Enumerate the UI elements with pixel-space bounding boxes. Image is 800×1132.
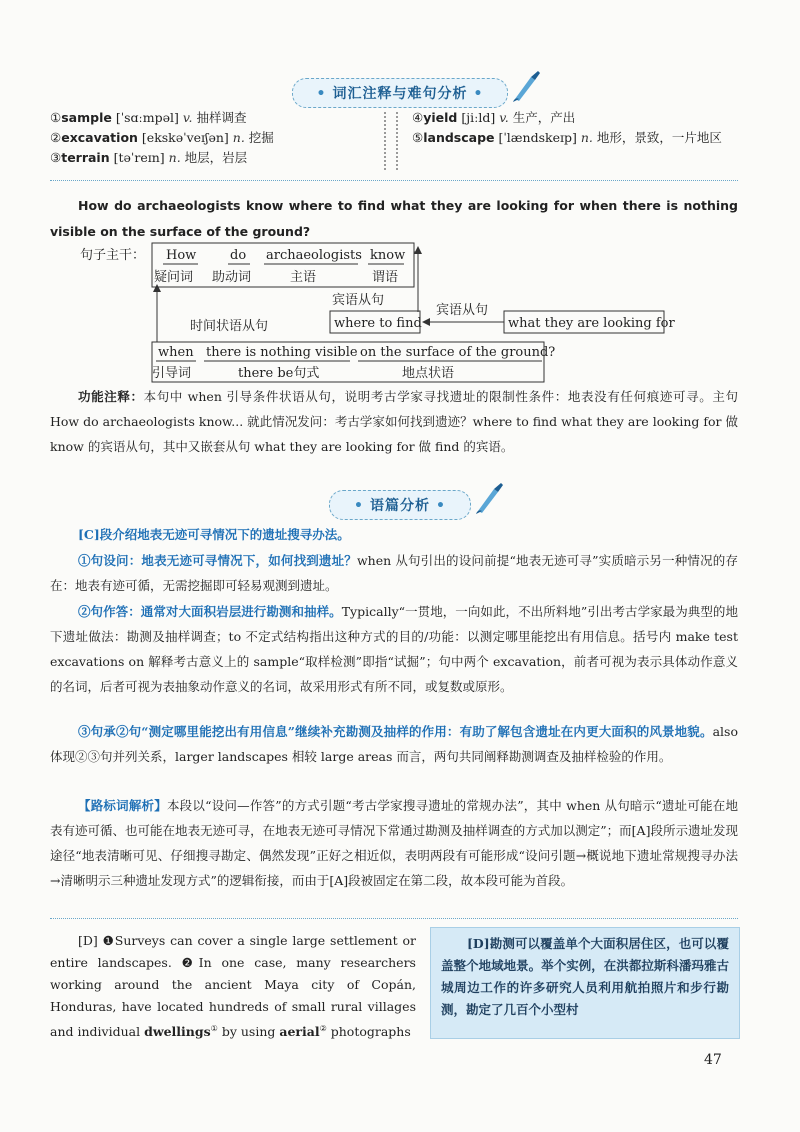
divider — [50, 918, 738, 919]
vocab-banner: • 词汇注释与难句分析 • — [0, 78, 800, 108]
phrase-what-looking-for: what they are looking for — [508, 316, 675, 331]
passage-banner-title: 语篇分析 — [370, 498, 430, 514]
english-paragraph-d: [D] ❶Surveys can cover a single large settlement or entire landscapes. ❷In one case, many researchers working around the ancient Maya city of Copán, Honduras, have located hundreds of small rural villages and individual dwellings① by using aerial② photographs — [50, 933, 416, 1040]
translation-box — [430, 927, 740, 1039]
passage-banner: • 语篇分析 • — [0, 490, 800, 520]
function-note: 功能注释：本句中 when 引导条件状语从句，说明考古学家寻找遗址的限制性条件：地表没有任何痕迹可寻。主句 How do archaeologists know... 就此情况发问：考古学家如何找到遗迹？where to find what they are looking for 做 know 的宾语从句，其中又嵌套从句 what they are looking for 做 find 的宾语。 — [50, 389, 738, 454]
word-archaeologists: archaeologists — [266, 248, 362, 263]
role-know: 谓语 — [372, 270, 399, 285]
translation-text: [D]勘测可以覆盖单个大面积居住区，也可以覆盖整个地域地景。举个实例，在洪都拉斯科潘玛雅古城周边工作的许多研究人员利用航拍照片和步行勘测，勘定了几百个小型村 — [441, 936, 729, 1017]
word-how: How — [166, 248, 197, 263]
word-know: know — [370, 248, 406, 263]
role-there-be: there be句式 — [238, 366, 320, 381]
sentence-diagram — [0, 0, 800, 390]
phrase-there-is: there is nothing visible — [206, 345, 358, 360]
sentence-3-analysis: ③句承②句“测定哪里能挖出有用信息”继续补充勘测及抽样的作用：有助了解包含遗址在内更大面积的风景地貌。also 体现②③句并列关系，larger landscapes 相较 large areas 而言，两句共同阐释勘测调查及抽样检验的作用。 — [50, 724, 738, 764]
vocab-item: ⑤landscape [ˈlændskeɪp] n. 地形，景致，一片地区 — [412, 130, 722, 145]
word-do: do — [230, 248, 247, 263]
vocab-banner-title: 词汇注释与难句分析 — [332, 86, 468, 102]
role-do: 助动词 — [212, 270, 252, 285]
analysis-sentence: How do archaeologists know where to find what they are looking for when there is nothing visible on the surface of the ground? — [50, 198, 738, 239]
main-label: 句子主干： — [80, 248, 146, 263]
vocab-item: ③terrain [təˈreɪn] n. 地层，岩层 — [50, 150, 248, 165]
phrase-surface: on the surface of the ground? — [360, 345, 556, 360]
role-archaeologists: 主语 — [290, 270, 317, 285]
road-sign-analysis: 【路标词解析】本段以“设问—作答”的方式引题“考古学家搜寻遗址的常规办法”，其中 when 从句暗示“遗址可能在地表有迹可循、也可能在地表无迹可寻，在地表无迹可寻情况下常通过勘测及抽样调查的方式加以测定”；而[A]段所示遗址发现途径“地表清晰可见、仔细搜寻勘定、偶然发现”正好之相近似，表明两段有可能形成“设问引题→概说地下遗址常规搜寻办法→清晰明示三种遗址发现方式”的逻辑衔接，而由于[A]段被固定在第二段，故本段可能为首段。 — [50, 798, 738, 888]
object-clause-label-2: 宾语从句 — [436, 303, 489, 318]
brush-icon — [474, 481, 504, 515]
vocab-item: ④yield [jiːld] v. 生产，产出 — [412, 110, 576, 125]
word-when: when — [158, 345, 194, 360]
role-when: 引导词 — [152, 366, 192, 381]
phrase-where-to-find: where to find — [334, 316, 422, 331]
sentence-2-analysis: ②句作答：通常对大面积岩层进行勘测和抽样。Typically“一贯地，一向如此，不出所料地”引出考古学家最为典型的地下遗址做法：勘测及抽样调查；to 不定式结构指出这种方式的目的/功能：以测定哪里能挖出有用信息。括号内 make test excavations on 解释考古意义上的 sample“取样检测”即指“试掘”；句中两个 excavation，前者可视为表示具体动作意义的名词，后者可视为表抽象动作意义的名词，故采用形式有所不同，或复数或原形。 — [50, 604, 738, 694]
page-number: 47 — [704, 1052, 722, 1068]
role-place: 地点状语 — [402, 366, 455, 381]
role-how: 疑问词 — [154, 270, 194, 285]
vocab-item: ②excavation [ekskəˈveɪʃən] n. 挖掘 — [50, 130, 274, 145]
object-clause-label: 宾语从句 — [332, 293, 385, 308]
para-summary: [C]段介绍地表无迹可寻情况下的遗址搜寻办法。 — [78, 527, 350, 542]
vocab-item: ①sample [ˈsɑːmpəl] v. 抽样调查 — [50, 110, 247, 125]
time-clause-label: 时间状语从句 — [190, 319, 269, 334]
sentence-1-analysis: ①句设问：地表无迹可寻情况下，如何找到遗址？when 从句引出的设问前提“地表无迹可寻”实质暗示另一种情况的存在：地表有迹可循，无需挖掘即可轻易观测到遗址。 — [50, 553, 738, 593]
